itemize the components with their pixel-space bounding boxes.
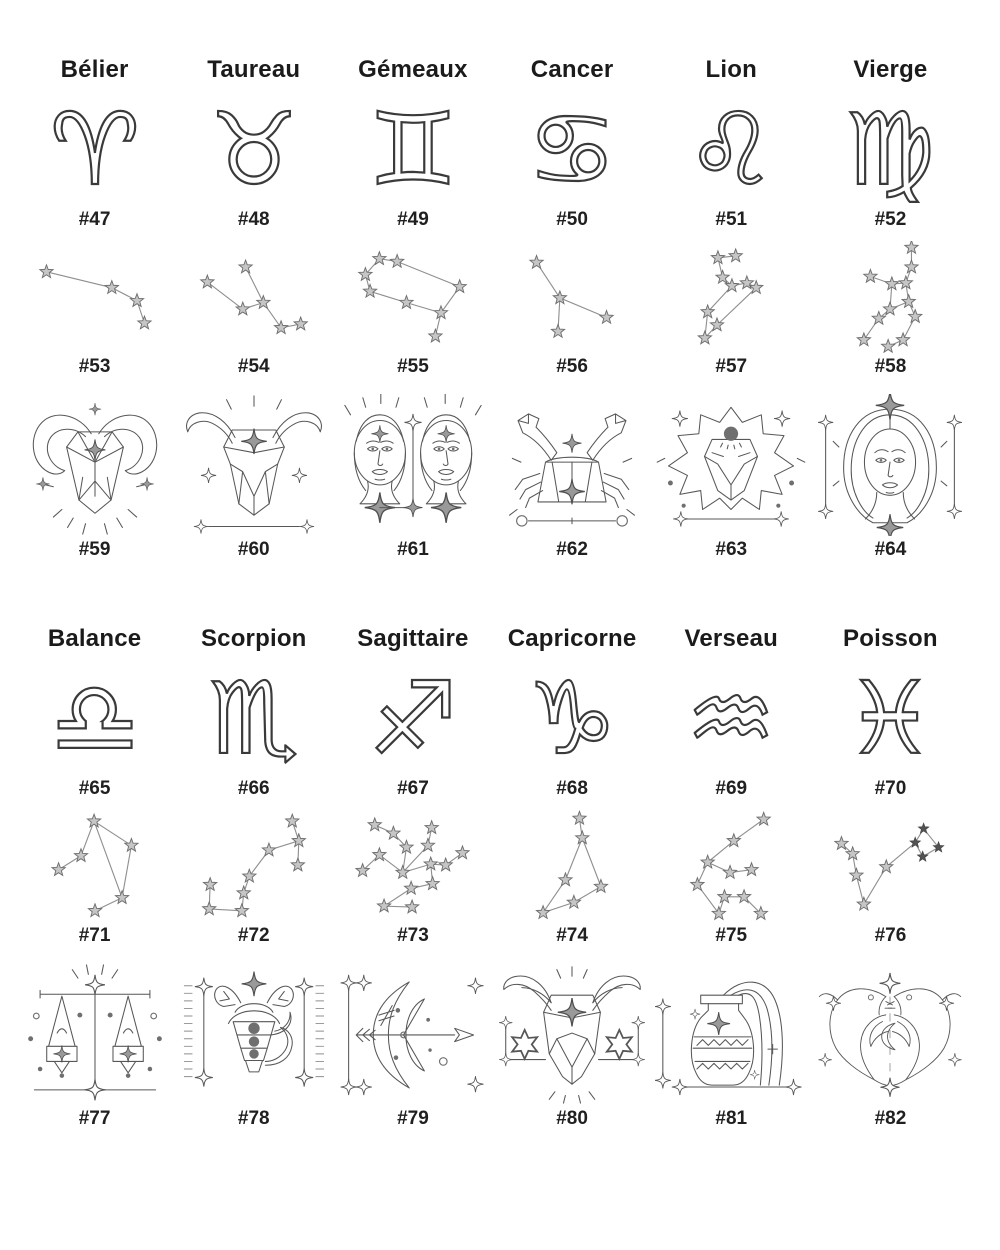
design-cell: [811, 963, 970, 1130]
design-cell: [811, 810, 970, 947]
design-number: #80: [556, 1108, 588, 1129]
design-number: #74: [556, 925, 588, 946]
design-number: #50: [556, 209, 588, 230]
design-cell: [15, 665, 174, 800]
sign-name-verseau: Verseau: [684, 625, 778, 652]
design-cell: [15, 963, 174, 1130]
constellations-row-1: [0, 241, 1000, 378]
gemini-symbol-icon: [357, 96, 469, 206]
design-number: #67: [397, 778, 429, 799]
taurus-constellation-icon: [179, 241, 329, 353]
design-number: #58: [874, 356, 907, 377]
virgo-symbol-icon: [834, 96, 946, 206]
design-cell: [493, 810, 652, 947]
design-number: #51: [715, 209, 748, 230]
sign-name-scorpion: Scorpion: [200, 625, 307, 652]
sign-name-poisson: Poisson: [843, 625, 938, 652]
svg-text:♍: ♍: [845, 96, 936, 206]
design-cell: [493, 96, 652, 231]
symbols-row-2: [0, 665, 1000, 800]
illustrations-row-1: [0, 394, 1000, 561]
svg-text:♒: ♒: [686, 665, 777, 775]
design-cell: [493, 963, 652, 1130]
design-cell: [333, 394, 492, 561]
design-number: #72: [237, 925, 270, 946]
design-cell: [174, 665, 333, 800]
leo-constellation-icon: [656, 241, 806, 353]
design-number: #53: [78, 356, 111, 377]
pisces-constellation-icon: [815, 810, 965, 922]
scorpio-symbol-icon: [198, 665, 310, 775]
svg-text:♊: ♊: [368, 96, 458, 206]
sign-name-belier: Bélier: [60, 56, 129, 83]
sagittarius-illustration-icon: [337, 963, 489, 1105]
design-number: #55: [397, 356, 429, 377]
design-cell: [174, 241, 333, 378]
virgo-illustration-icon: [814, 394, 966, 536]
cancer-symbol-icon: [516, 96, 628, 206]
design-cell: [811, 96, 970, 231]
svg-text:♈: ♈: [49, 96, 140, 206]
design-cell: [15, 810, 174, 947]
libra-illustration-icon: [19, 963, 171, 1105]
design-cell: [652, 241, 811, 378]
svg-text:♉: ♉: [208, 96, 299, 206]
svg-text:♋: ♋: [527, 96, 617, 206]
sagittarius-constellation-icon: [338, 810, 488, 922]
svg-text:♑: ♑: [527, 665, 617, 775]
design-number: #61: [397, 539, 429, 560]
design-number: #48: [237, 209, 270, 230]
design-number: #65: [78, 778, 111, 799]
design-cell: [811, 241, 970, 378]
design-cell: [333, 963, 492, 1130]
sign-name-cancer: Cancer: [530, 56, 614, 83]
sign-name-vierge: Vierge: [853, 56, 928, 83]
cancer-constellation-icon: [497, 241, 647, 353]
design-number: #82: [874, 1108, 907, 1129]
design-number: #57: [715, 356, 748, 377]
design-cell: [652, 810, 811, 947]
sign-name-taureau: Taureau: [207, 56, 301, 83]
svg-text:♓: ♓: [845, 665, 936, 775]
design-cell: [493, 241, 652, 378]
symbols-row-1: [0, 96, 1000, 231]
cancer-illustration-icon: [496, 394, 648, 536]
capricorn-illustration-icon: [496, 963, 648, 1105]
sign-name-capricorne: Capricorne: [507, 625, 637, 652]
design-cell: [15, 394, 174, 561]
design-number: #71: [78, 925, 111, 946]
sagittarius-symbol-icon: [357, 665, 469, 775]
design-number: #63: [715, 539, 748, 560]
svg-text:♎: ♎: [49, 665, 140, 775]
design-number: #54: [237, 356, 270, 377]
design-cell: [174, 96, 333, 231]
design-number: #81: [715, 1108, 748, 1129]
aquarius-constellation-icon: [656, 810, 806, 922]
design-number: #66: [237, 778, 270, 799]
design-number: #68: [556, 778, 588, 799]
design-number: #73: [397, 925, 429, 946]
constellations-row-2: [0, 810, 1000, 947]
design-cell: [652, 665, 811, 800]
sign-name-sagittaire: Sagittaire: [357, 625, 469, 652]
leo-illustration-icon: [655, 394, 807, 536]
svg-text:♌: ♌: [686, 96, 777, 206]
design-number: #76: [874, 925, 907, 946]
design-number: #59: [78, 539, 111, 560]
design-number: #62: [556, 539, 588, 560]
libra-constellation-icon: [20, 810, 170, 922]
taurus-symbol-icon: [198, 96, 310, 206]
scorpio-illustration-icon: [178, 963, 330, 1105]
design-number: #79: [397, 1108, 429, 1129]
design-number: #60: [237, 539, 270, 560]
design-number: #77: [78, 1108, 111, 1129]
design-number: #56: [556, 356, 588, 377]
design-number: #78: [237, 1108, 270, 1129]
sign-name-lion: Lion: [705, 56, 757, 83]
leo-symbol-icon: [675, 96, 787, 206]
pisces-illustration-icon: [811, 963, 969, 1105]
taurus-illustration-icon: [178, 394, 330, 536]
pisces-symbol-icon: [834, 665, 946, 775]
design-number: #52: [874, 209, 907, 230]
design-cell: [15, 241, 174, 378]
sign-names-row-2: [0, 561, 1000, 653]
design-number: #69: [715, 778, 748, 799]
design-cell: [811, 665, 970, 800]
design-cell: [15, 96, 174, 231]
design-cell: [652, 96, 811, 231]
design-cell: [652, 963, 811, 1130]
libra-symbol-icon: [39, 665, 151, 775]
aries-symbol-icon: [39, 96, 151, 206]
design-cell: [652, 394, 811, 561]
design-cell: [333, 665, 492, 800]
aries-constellation-icon: [20, 241, 170, 353]
design-cell: [333, 241, 492, 378]
gemini-constellation-icon: [338, 241, 488, 353]
design-cell: [174, 963, 333, 1130]
design-cell: [333, 810, 492, 947]
design-cell: [811, 394, 970, 561]
virgo-constellation-icon: [815, 241, 965, 353]
sign-name-balance: Balance: [47, 625, 142, 652]
gemini-illustration-icon: [337, 394, 489, 536]
aquarius-symbol-icon: [675, 665, 787, 775]
design-cell: [174, 810, 333, 947]
capricorn-symbol-icon: [516, 665, 628, 775]
design-number: #64: [874, 539, 907, 560]
svg-text:♐: ♐: [368, 665, 458, 775]
design-cell: [174, 394, 333, 561]
sign-name-gemeaux: Gémeaux: [358, 56, 468, 83]
capricorn-constellation-icon: [497, 810, 647, 922]
design-cell: [333, 96, 492, 231]
svg-text:♏: ♏: [208, 665, 299, 775]
aquarius-illustration-icon: [655, 963, 807, 1105]
sign-names-row-1: [0, 0, 1000, 84]
aries-illustration-icon: [19, 394, 171, 536]
design-number: #49: [397, 209, 429, 230]
design-number: #47: [78, 209, 111, 230]
design-cell: [493, 665, 652, 800]
design-number: #70: [874, 778, 907, 799]
scorpio-constellation-icon: [179, 810, 329, 922]
illustrations-row-2: [0, 963, 1000, 1130]
design-number: #75: [715, 925, 748, 946]
design-cell: [493, 394, 652, 561]
